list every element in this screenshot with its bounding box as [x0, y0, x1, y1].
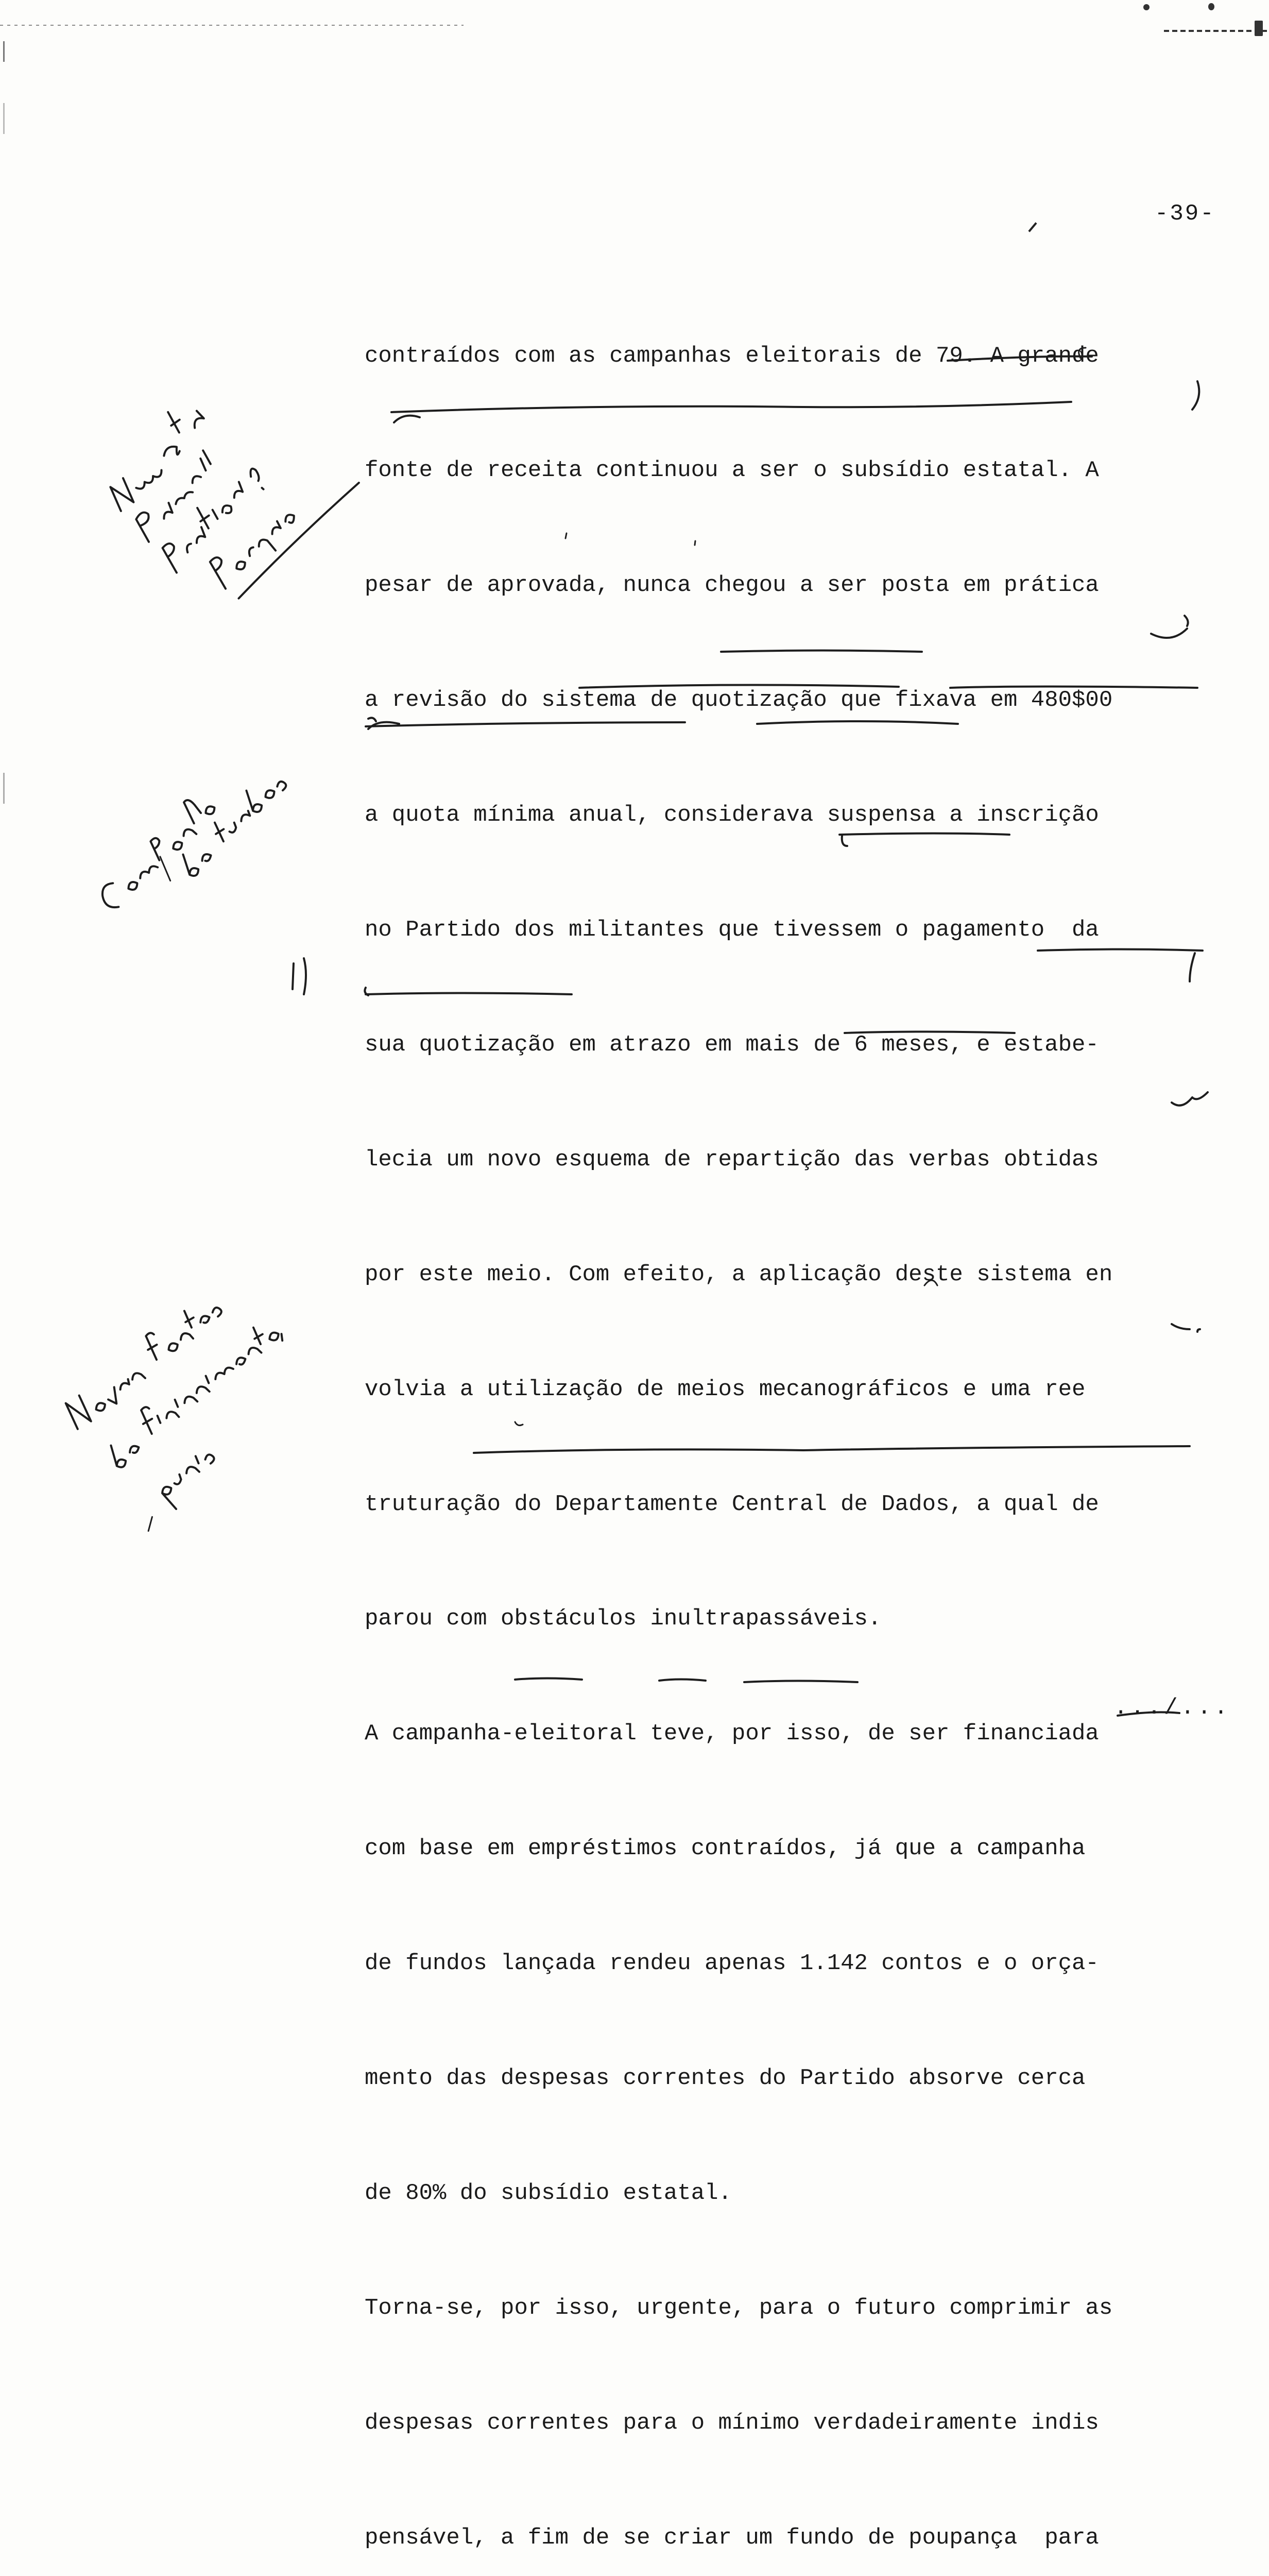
text-line: pensável, a fim de se criar um fundo de poupança para — [365, 2524, 1099, 2551]
margin-note-top — [90, 346, 374, 625]
text-line: parou com obstáculos inultrapassáveis. — [365, 1606, 882, 1632]
margin-bracket-mark — [293, 958, 306, 994]
scan-edge-artifact — [3, 41, 5, 62]
scan-edge-artifact — [3, 103, 5, 134]
text-line: de 80% do subsídio estatal. — [365, 2180, 732, 2206]
text-line: com base em empréstimos contraídos, já que a campanha — [365, 1836, 1086, 1862]
text-line: pesar de aprovada, nunca chegou a ser posta em prática — [365, 572, 1099, 599]
text-line: fonte de receita continuou a ser o subsídio estatal. A — [365, 457, 1099, 484]
scan-speck — [1143, 4, 1150, 10]
text-line: Torna-se, por isso, urgente, para o futuro comprimir as — [365, 2295, 1113, 2321]
continuation-mark: .../... — [1114, 1695, 1231, 1721]
text-line: a revisão do sistema de quotização que fixava em 480$00 — [365, 687, 1113, 714]
scan-edge-artifact — [0, 25, 464, 26]
text-line: A campanha-eleitoral teve, por isso, de ser financiada — [365, 1721, 1099, 1747]
text-line: no Partido dos militantes que tivessem o pagamento da — [365, 917, 1099, 943]
text-line: lecia um novo esquema de repartição das verbas obtidas — [365, 1146, 1099, 1173]
text-line: contraídos com as campanhas eleitorais de 79. A grande — [365, 343, 1099, 369]
text-line: despesas correntes para o mínimo verdadeiramente indis — [365, 2410, 1099, 2436]
page-number: -39- — [1155, 201, 1215, 227]
margin-note-middle — [82, 751, 301, 924]
text-line: mento das despesas correntes do Partido absorve cerca — [365, 2065, 1086, 2091]
scan-speck — [1255, 21, 1263, 36]
margin-note-bottom — [53, 1275, 333, 1536]
scan-edge-artifact — [3, 773, 5, 804]
scan-speck — [1208, 3, 1214, 10]
margin-tick-mark — [1028, 222, 1037, 232]
scan-edge-artifact — [1164, 30, 1267, 32]
body-text — [365, 260, 1209, 2576]
text-line: a quota mínima anual, considerava suspensa a inscrição — [365, 802, 1099, 828]
text-line: sua quotização em atrazo em mais de 6 meses, e estabe- — [365, 1031, 1099, 1058]
text-line: de fundos lançada rendeu apenas 1.142 contos e o orça- — [365, 1951, 1099, 1977]
text-line: volvia a utilização de meios mecanográficos e uma ree — [365, 1376, 1086, 1402]
text-line: por este meio. Com efeito, a aplicação deste sistema en — [365, 1261, 1113, 1287]
text-line: truturação do Departamente Central de Dados, a qual de — [365, 1491, 1099, 1517]
